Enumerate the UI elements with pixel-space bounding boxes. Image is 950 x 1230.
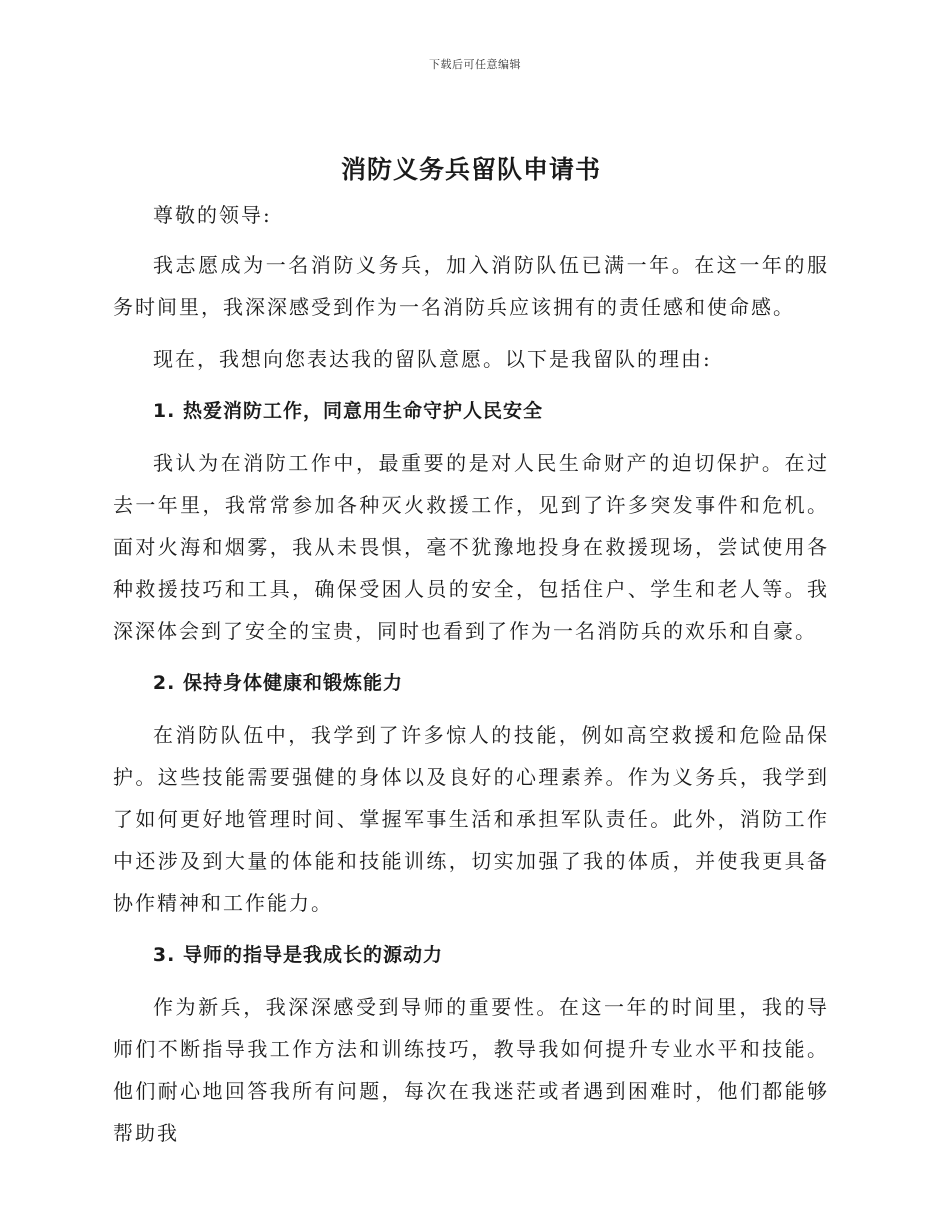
page-header-note: 下载后可任意编辑	[429, 58, 521, 71]
section-body-3: 作为新兵，我深深感受到导师的重要性。在这一年的时间里，我的导师们不断指导我工作方法和训练技巧，教导我如何提升专业水平和技能。他们耐心地回答我所有问题，每次在我迷茫或者遇到困难时，他们都能够帮助我	[113, 995, 829, 1145]
section-heading-1: 1. 热爱消防工作，同意用生命守护人民安全	[152, 400, 543, 422]
section-body-1: 我认为在消防工作中，最重要的是对人民生命财产的迫切保护。在过去一年里，我常常参加各种灭火救援工作，见到了许多突发事件和危机。面对火海和烟雾，我从未畏惧，毫不犹豫地投身在救援现场，尝试使用各种救援技巧和工具，确保受困人员的安全，包括住户、学生和老人等。我深深体会到了安全的宝贵，同时也看到了作为一名消防兵的欢乐和自豪。	[113, 451, 829, 643]
section-body-2: 在消防队伍中，我学到了许多惊人的技能，例如高空救援和危险品保护。这些技能需要强健的身体以及良好的心理素养。作为义务兵，我学到了如何更好地管理时间、掌握军事生活和承担军队责任。此外，消防工作中还涉及到大量的体能和技能训练，切实加强了我的体质，并使我更具备协作精神和工作能力。	[113, 723, 829, 915]
salutation: 尊敬的领导:	[153, 203, 272, 227]
section-heading-3: 3. 导师的指导是我成长的源动力	[152, 944, 443, 966]
document-title: 消防义务兵留队申请书	[340, 155, 601, 184]
intro-paragraph-1: 我志愿成为一名消防义务兵，加入消防队伍已满一年。在这一年的服务时间里，我深深感受到作为一名消防兵应该拥有的责任感和使命感。	[113, 253, 829, 319]
intro-paragraph-2: 现在，我想向您表达我的留队意愿。以下是我留队的理由:	[153, 347, 712, 371]
document-body	[113, 148, 829, 1164]
section-heading-2: 2. 保持身体健康和锻炼能力	[152, 672, 403, 694]
